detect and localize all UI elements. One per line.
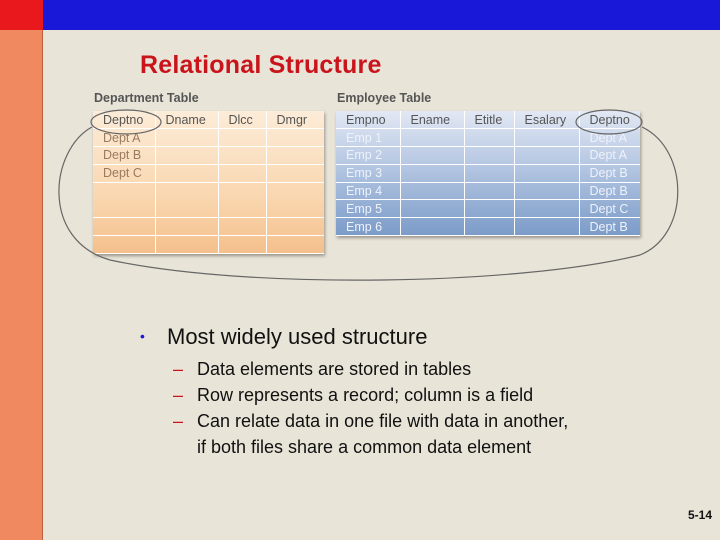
table-row (93, 218, 324, 236)
table-cell (218, 218, 266, 236)
department-table-caption: Department Table (94, 91, 199, 105)
table-header-row (93, 111, 324, 129)
table-cell: Emp 5 (336, 200, 400, 218)
table-row (336, 129, 640, 147)
page-number: 5-14 (687, 508, 712, 522)
table-cell (514, 147, 579, 165)
sub-bullet-text: Row represents a record; column is a field (197, 385, 534, 405)
table-cell (514, 200, 579, 218)
table-row (336, 218, 640, 236)
table-cell (155, 218, 218, 236)
header-cell: Deptno (579, 111, 640, 129)
table-row (336, 182, 640, 200)
table-cell (400, 200, 464, 218)
table-cell (400, 147, 464, 165)
sub-bullet-item (173, 382, 568, 408)
table-row (93, 129, 324, 147)
header-cell: Dname (155, 111, 218, 129)
slide-title: Relational Structure (140, 51, 382, 79)
top-left-accent-block (0, 0, 43, 30)
table-cell: Dept B (579, 164, 640, 182)
table-cell: Emp 1 (336, 129, 400, 147)
table-cell: Dept B (579, 182, 640, 200)
sub-bullet-text: Data elements are stored in tables (197, 359, 472, 379)
table-cell (266, 218, 324, 236)
table-cell: Dept C (579, 200, 640, 218)
table-cell (155, 147, 218, 165)
table-cell (400, 164, 464, 182)
table-row (336, 164, 640, 182)
table-cell (464, 164, 514, 182)
table-cell (464, 147, 514, 165)
table-row (336, 147, 640, 165)
table-cell (400, 182, 464, 200)
table-cell: Emp 6 (336, 218, 400, 236)
table-cell (400, 129, 464, 147)
bullet-dot-icon: • (140, 328, 145, 344)
table-cell (218, 182, 266, 218)
table-cell (464, 218, 514, 236)
header-cell: Ename (400, 111, 464, 129)
top-accent-bar (43, 0, 720, 30)
left-accent-bar (0, 0, 43, 540)
employee-table (336, 111, 640, 236)
department-table (93, 111, 324, 254)
table-row (93, 147, 324, 165)
header-cell: Esalary (514, 111, 579, 129)
sub-bullet-text: if both files share a common data element (197, 437, 532, 457)
table-cell (218, 147, 266, 165)
table-cell (266, 236, 324, 254)
table-cell (155, 129, 218, 147)
table-row (93, 182, 324, 218)
table-cell (155, 182, 218, 218)
header-cell: Empno (336, 111, 400, 129)
table-cell (218, 164, 266, 182)
employee-table-caption: Employee Table (337, 91, 432, 105)
bullet-list (140, 324, 568, 460)
table-cell: Dept C (93, 164, 155, 182)
table-cell: Dept A (579, 147, 640, 165)
table-cell (93, 236, 155, 254)
table-row (93, 236, 324, 254)
table-cell (93, 182, 155, 218)
table-cell: Dept B (579, 218, 640, 236)
bullet-item (140, 324, 568, 350)
table-cell (514, 218, 579, 236)
table-cell (514, 164, 579, 182)
sub-bullet-item (173, 356, 568, 382)
header-cell: Deptno (93, 111, 155, 129)
table-cell (266, 129, 324, 147)
table-cell (218, 236, 266, 254)
header-cell: Dlcc (218, 111, 266, 129)
table-cell (464, 200, 514, 218)
table-cell (155, 236, 218, 254)
table-cell (400, 218, 464, 236)
table-cell (218, 129, 266, 147)
sub-bullet-continuation (173, 434, 568, 460)
bullet-text: Most widely used structure (167, 324, 428, 349)
table-cell (464, 182, 514, 200)
table-cell (266, 164, 324, 182)
table-cell (464, 129, 514, 147)
table-cell (514, 182, 579, 200)
sub-bullet-item (173, 408, 568, 434)
table-cell: Dept B (93, 147, 155, 165)
table-cell (155, 164, 218, 182)
table-cell: Emp 4 (336, 182, 400, 200)
table-cell: Dept A (579, 129, 640, 147)
table-cell (514, 129, 579, 147)
table-cell (266, 182, 324, 218)
sub-bullet-list (173, 356, 568, 460)
dash-icon: – (173, 411, 184, 431)
header-cell: Dmgr (266, 111, 324, 129)
table-row (93, 164, 324, 182)
table-row (336, 200, 640, 218)
dash-icon: – (173, 385, 184, 405)
table-cell (93, 218, 155, 236)
table-cell: Emp 2 (336, 147, 400, 165)
table-header-row (336, 111, 640, 129)
header-cell: Etitle (464, 111, 514, 129)
table-cell: Dept A (93, 129, 155, 147)
dash-icon: – (173, 359, 184, 379)
table-cell (266, 147, 324, 165)
sub-bullet-text: Can relate data in one file with data in another, (197, 411, 569, 431)
table-cell: Emp 3 (336, 164, 400, 182)
